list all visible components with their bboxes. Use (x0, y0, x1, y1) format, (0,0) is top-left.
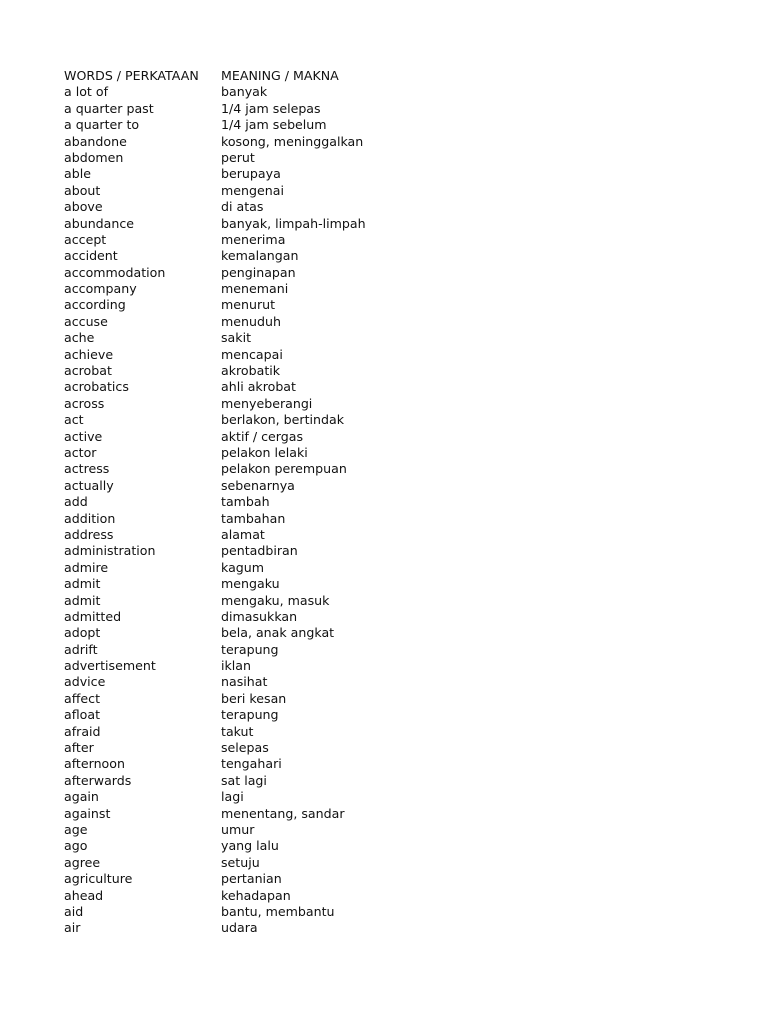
meaning-cell: terapung (221, 707, 279, 723)
word-cell: advice (64, 674, 106, 690)
word-cell: address (64, 526, 114, 542)
word-cell: a quarter past (64, 100, 154, 116)
table-row (64, 691, 464, 707)
meaning-cell: tambah (221, 494, 270, 510)
meaning-cell: penginapan (221, 264, 296, 280)
word-cell: accuse (64, 313, 108, 329)
word-cell: actress (64, 461, 110, 477)
table-row (64, 920, 464, 936)
table-row (64, 855, 464, 871)
word-cell: active (64, 428, 103, 444)
table-row (64, 396, 464, 412)
table-row (64, 543, 464, 559)
word-cell: add (64, 494, 88, 510)
meaning-cell: menurut (221, 297, 276, 313)
meaning-cell: tambahan (221, 510, 286, 526)
table-row (64, 888, 464, 904)
meaning-cell: nasihat (221, 674, 268, 690)
meaning-cell: banyak (221, 84, 268, 100)
word-cell: after (64, 740, 94, 756)
meaning-cell: alamat (221, 526, 265, 542)
word-cell: admire (64, 559, 109, 575)
meaning-cell: mencapai (221, 346, 283, 362)
meaning-cell: udara (221, 920, 258, 936)
table-row (64, 707, 464, 723)
meaning-cell: kosong, meninggalkan (221, 133, 364, 149)
meaning-cell: banyak, limpah-limpah (221, 215, 366, 231)
meaning-cell: dimasukkan (221, 608, 298, 624)
meaning-cell: perut (221, 149, 255, 165)
table-row (64, 478, 464, 494)
table-row (64, 642, 464, 658)
word-cell: aid (64, 903, 84, 919)
table-row (64, 216, 464, 232)
table-row (64, 511, 464, 527)
word-cell: a quarter to (64, 117, 140, 133)
table-row (64, 101, 464, 117)
table-row (64, 166, 464, 182)
table-row (64, 756, 464, 772)
meaning-cell: menyeberangi (221, 395, 313, 411)
word-cell: afternoon (64, 756, 125, 772)
meaning-cell: sakit (221, 330, 252, 346)
meaning-cell: 1/4 jam sebelum (221, 117, 327, 133)
vocabulary-table (64, 68, 464, 937)
word-cell: accident (64, 248, 118, 264)
word-cell: abandone (64, 133, 127, 149)
table-row (64, 658, 464, 674)
word-cell: agree (64, 854, 101, 870)
table-row (64, 347, 464, 363)
table-row (64, 150, 464, 166)
word-cell: administration (64, 543, 156, 559)
meaning-cell: bantu, membantu (221, 903, 335, 919)
table-row (64, 363, 464, 379)
table-row (64, 560, 464, 576)
table-row (64, 871, 464, 887)
word-cell: admitted (64, 608, 122, 624)
header-meaning: MEANING / MAKNA (221, 68, 339, 83)
table-row (64, 904, 464, 920)
word-cell: again (64, 789, 99, 805)
meaning-cell: akrobatik (221, 363, 281, 379)
table-body (64, 84, 464, 936)
table-row (64, 134, 464, 150)
table-row (64, 265, 464, 281)
table-row (64, 117, 464, 133)
table-row (64, 84, 464, 100)
word-cell: accompany (64, 281, 137, 297)
meaning-cell: takut (221, 723, 254, 739)
meaning-cell: terapung (221, 641, 279, 657)
meaning-cell: mengaku, masuk (221, 592, 330, 608)
word-cell: afterwards (64, 772, 132, 788)
word-cell: ache (64, 330, 95, 346)
word-cell: air (64, 920, 81, 936)
word-cell: adopt (64, 625, 101, 641)
table-row (64, 724, 464, 740)
table-row (64, 806, 464, 822)
meaning-cell: pertanian (221, 871, 282, 887)
meaning-cell: selepas (221, 740, 269, 756)
meaning-cell: berupaya (221, 166, 281, 182)
table-row (64, 232, 464, 248)
meaning-cell: beri kesan (221, 690, 287, 706)
table-row (64, 527, 464, 543)
table-row (64, 674, 464, 690)
word-cell: ahead (64, 887, 104, 903)
header-words: WORDS / PERKATAAN (64, 68, 199, 83)
word-cell: admit (64, 576, 101, 592)
meaning-cell: di atas (221, 199, 264, 215)
meaning-cell: menerima (221, 231, 286, 247)
word-cell: abdomen (64, 149, 124, 165)
word-cell: advertisement (64, 658, 156, 674)
word-cell: affect (64, 690, 101, 706)
word-cell: against (64, 805, 111, 821)
word-cell: afraid (64, 723, 101, 739)
word-cell: acrobat (64, 363, 112, 379)
table-row (64, 838, 464, 854)
meaning-cell: tengahari (221, 756, 282, 772)
word-cell: afloat (64, 707, 101, 723)
table-row (64, 281, 464, 297)
meaning-cell: pentadbiran (221, 543, 298, 559)
meaning-cell: berlakon, bertindak (221, 412, 345, 428)
table-row (64, 773, 464, 789)
word-cell: actually (64, 477, 114, 493)
word-cell: about (64, 182, 101, 198)
word-cell: abundance (64, 215, 135, 231)
table-row (64, 445, 464, 461)
table-row (64, 822, 464, 838)
table-header-row (64, 68, 464, 84)
meaning-cell: sat lagi (221, 772, 267, 788)
word-cell: achieve (64, 346, 114, 362)
word-cell: able (64, 166, 91, 182)
word-cell: actor (64, 444, 97, 460)
table-row (64, 412, 464, 428)
table-row (64, 740, 464, 756)
meaning-cell: menuduh (221, 313, 281, 329)
word-cell: ago (64, 838, 88, 854)
meaning-cell: bela, anak angkat (221, 625, 335, 641)
word-cell: accept (64, 231, 107, 247)
word-cell: a lot of (64, 84, 109, 100)
table-row (64, 593, 464, 609)
table-row (64, 248, 464, 264)
table-row (64, 314, 464, 330)
table-row (64, 625, 464, 641)
word-cell: addition (64, 510, 116, 526)
meaning-cell: iklan (221, 658, 251, 674)
table-row (64, 183, 464, 199)
meaning-cell: umur (221, 821, 255, 837)
table-row (64, 379, 464, 395)
meaning-cell: yang lalu (221, 838, 279, 854)
word-cell: agriculture (64, 871, 133, 887)
meaning-cell: kemalangan (221, 248, 299, 264)
meaning-cell: kehadapan (221, 887, 291, 903)
table-row (64, 429, 464, 445)
meaning-cell: mengaku (221, 576, 280, 592)
meaning-cell: menemani (221, 281, 289, 297)
meaning-cell: 1/4 jam selepas (221, 100, 321, 116)
word-cell: across (64, 395, 105, 411)
meaning-cell: setuju (221, 854, 260, 870)
meaning-cell: pelakon lelaki (221, 444, 308, 460)
table-row (64, 330, 464, 346)
table-row (64, 461, 464, 477)
meaning-cell: mengenai (221, 182, 284, 198)
word-cell: above (64, 199, 103, 215)
word-cell: acrobatics (64, 379, 129, 395)
word-cell: admit (64, 592, 101, 608)
meaning-cell: kagum (221, 559, 265, 575)
table-row (64, 576, 464, 592)
meaning-cell: aktif / cergas (221, 428, 304, 444)
meaning-cell: ahli akrobat (221, 379, 296, 395)
word-cell: act (64, 412, 84, 428)
word-cell: adrift (64, 641, 98, 657)
table-row (64, 609, 464, 625)
meaning-cell: pelakon perempuan (221, 461, 347, 477)
table-row (64, 297, 464, 313)
table-row (64, 199, 464, 215)
word-cell: accommodation (64, 264, 166, 280)
table-row (64, 789, 464, 805)
meaning-cell: sebenarnya (221, 477, 295, 493)
meaning-cell: menentang, sandar (221, 805, 345, 821)
word-cell: age (64, 821, 88, 837)
word-cell: according (64, 297, 126, 313)
meaning-cell: lagi (221, 789, 244, 805)
table-row (64, 494, 464, 510)
